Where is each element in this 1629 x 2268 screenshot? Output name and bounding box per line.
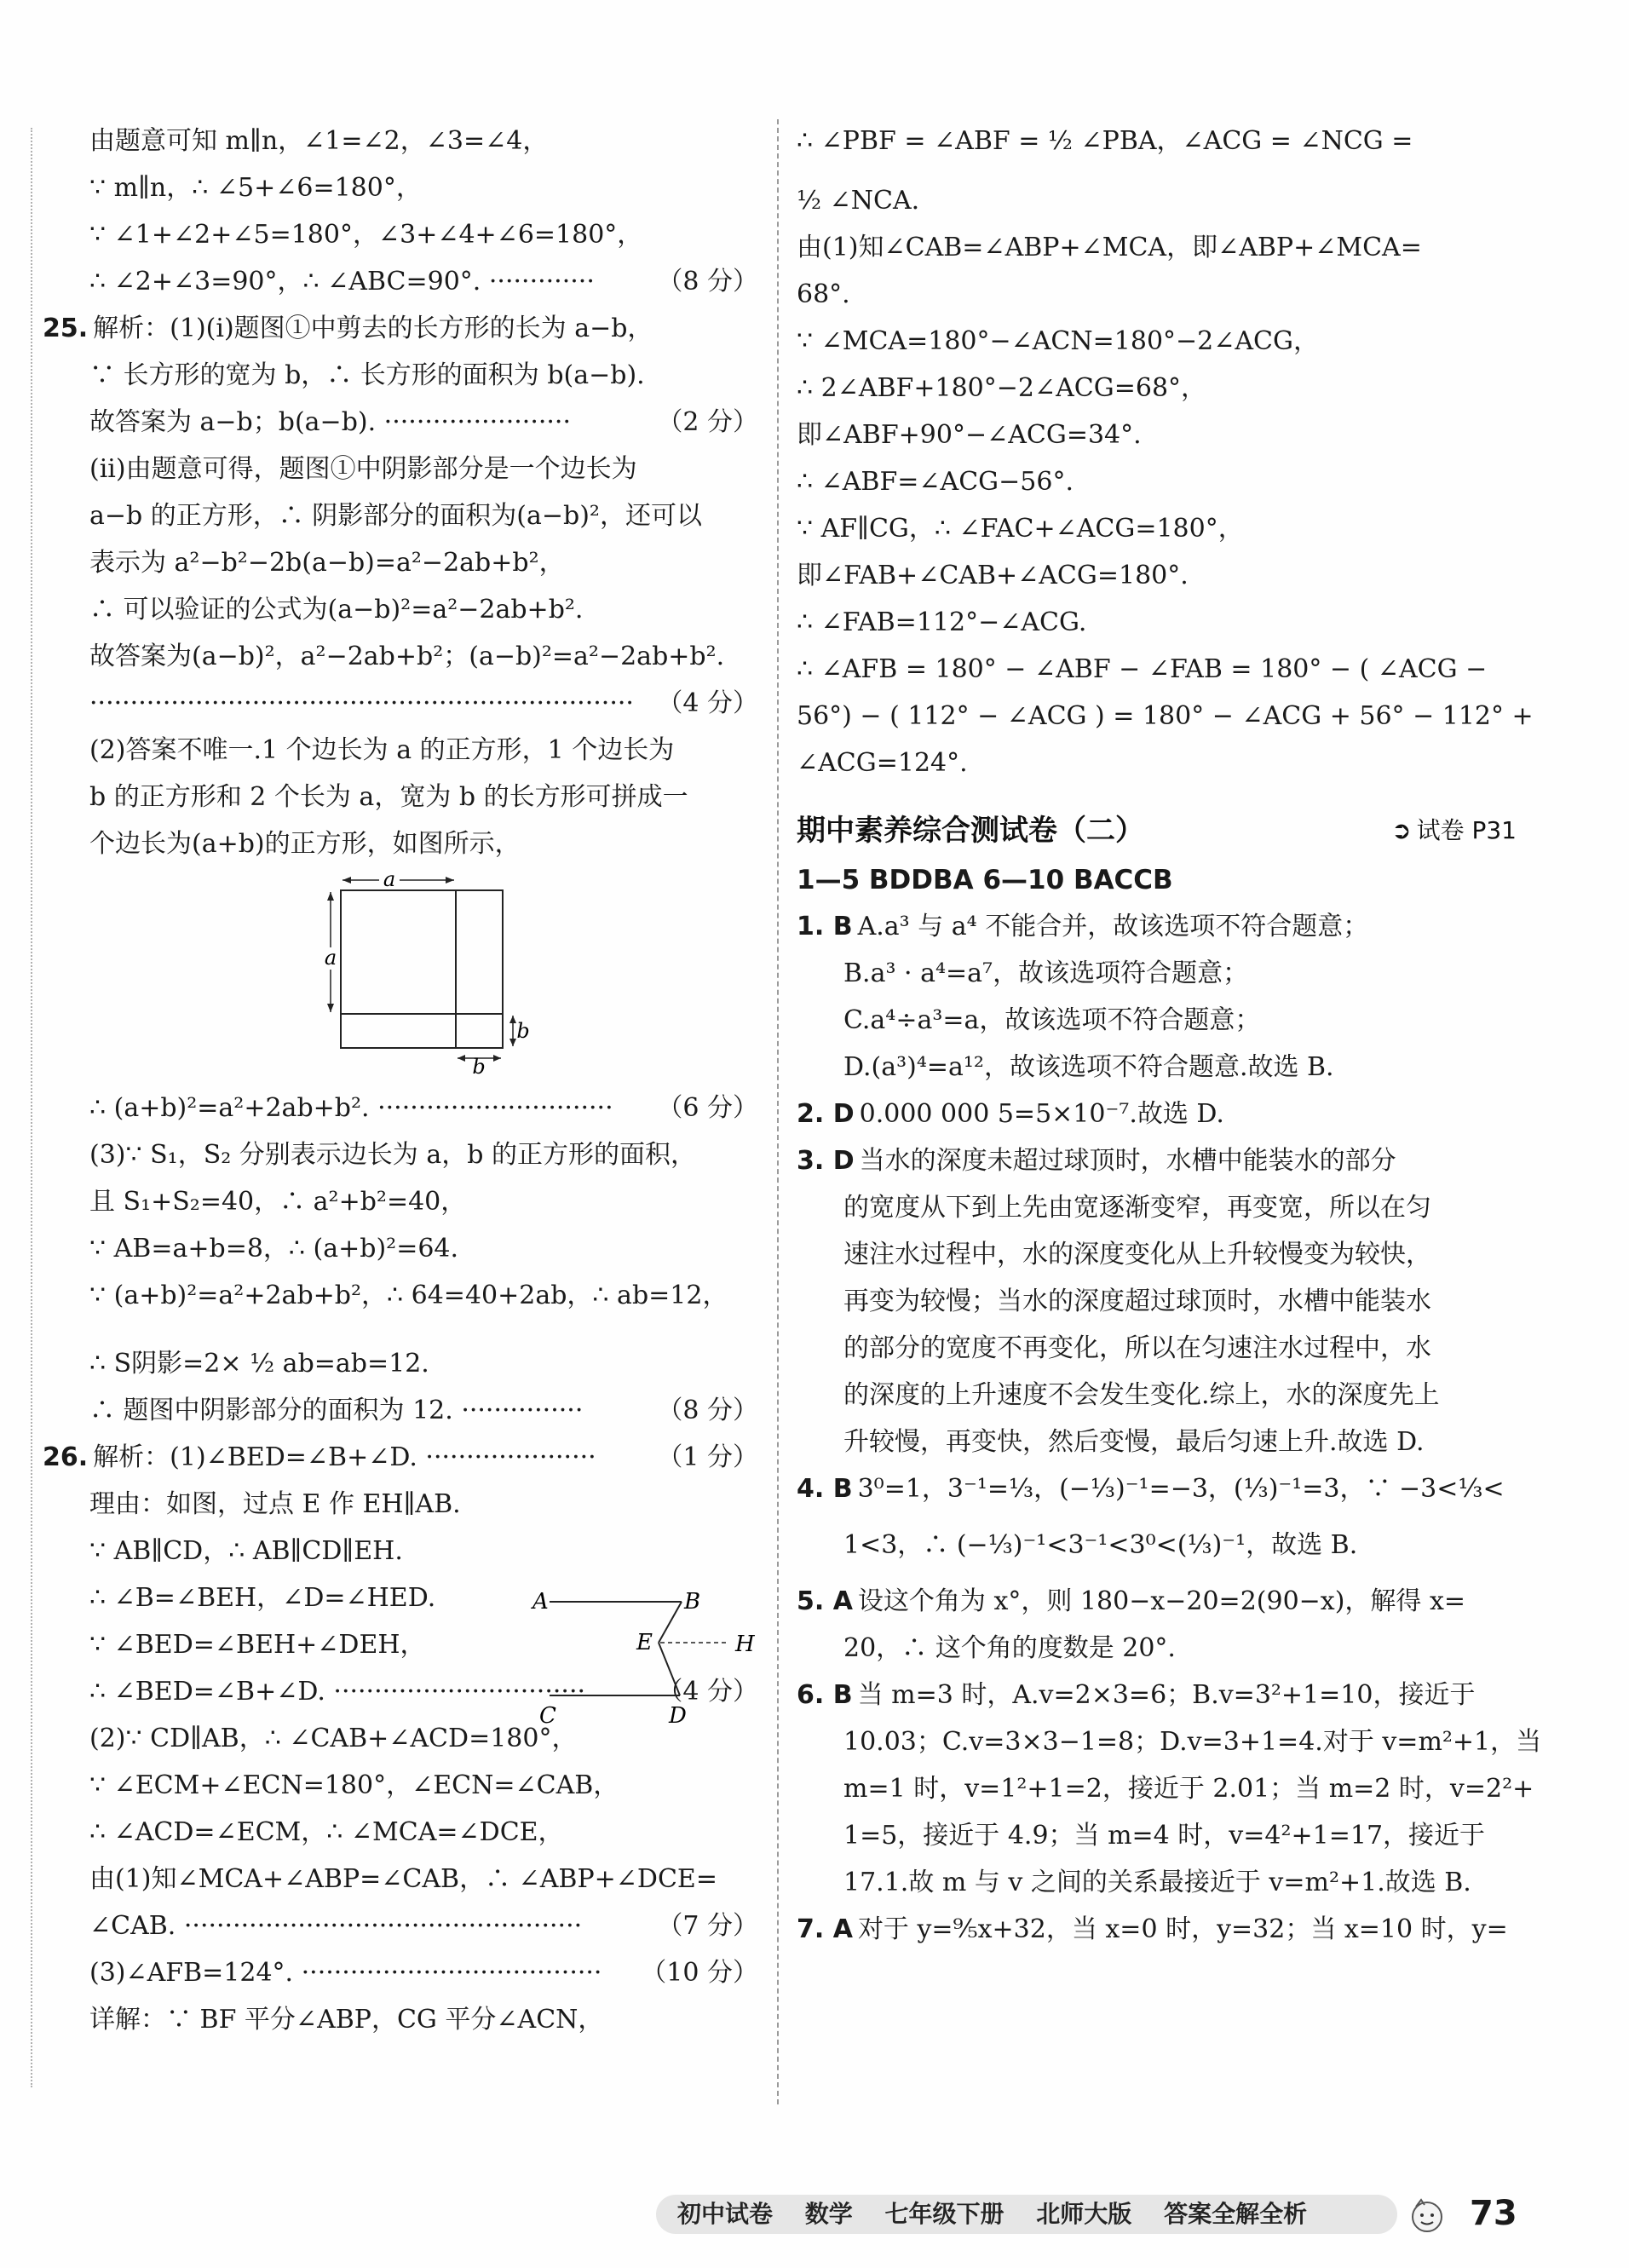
text-line <box>43 494 758 538</box>
text-line <box>43 728 758 773</box>
text-line <box>797 460 1517 504</box>
score-marker: （1 分） <box>657 1442 758 1472</box>
line-text: (2)∵ CD∥AB，∴ ∠CAB+∠ACD=180°， <box>89 1724 578 1753</box>
point-E: E <box>636 1630 653 1655</box>
text-line <box>797 1373 1517 1418</box>
line-text: (3)∠AFB=124°. ····································· <box>89 1958 602 1988</box>
text-line <box>797 1233 1517 1277</box>
footer-item: 七年级下册 <box>884 2200 1004 2228</box>
label-a-left: a <box>324 946 337 970</box>
text-line <box>797 1092 1517 1137</box>
label-a-top: a <box>383 867 396 891</box>
point-B: B <box>684 1589 701 1615</box>
text-line <box>43 447 758 492</box>
text-line <box>797 1908 1517 1952</box>
line-text: 由(1)知∠CAB=∠ABP+∠MCA，即∠ABP+∠MCA= <box>797 233 1422 262</box>
line-text: 设这个角为 x°，则 180−x−20=2(90−x)，解得 x= <box>857 1586 1466 1616</box>
text-line <box>43 260 758 304</box>
line-text: ∴ ∠BED=∠B+∠D. ······························· <box>89 1677 586 1707</box>
text-line <box>797 1420 1517 1465</box>
point-C: C <box>539 1703 556 1729</box>
line-text: m=1 时，v=1²+1=2，接近于 2.01；当 m=2 时，v=2²+ <box>843 1774 1534 1804</box>
line-text: 解析：(1)(i)题图①中剪去的长方形的长为 a−b， <box>93 314 653 343</box>
line-text: ∵ ∠1+∠2+∠5=180°，∠3+∠4+∠6=180°， <box>89 220 643 250</box>
line-text: ∠CAB. ················································· <box>89 1911 583 1941</box>
text-line <box>797 1814 1517 1858</box>
line-text: ½ ∠NCA. <box>797 186 920 216</box>
line-text: ∵ AF∥CG，∴ ∠FAC+∠ACG=180°， <box>797 514 1244 544</box>
line-text: 对于 y=⁹⁄₅x+32，当 x=0 时，y=32；当 x=10 时，y= <box>857 1914 1508 1944</box>
binding-margin-line <box>31 128 32 2087</box>
text-line <box>43 1342 758 1386</box>
text-line <box>43 1951 758 1995</box>
text-line <box>43 1274 758 1318</box>
line-text: ∵ AB∥CD，∴ AB∥CD∥EH. <box>89 1536 403 1566</box>
line-text: ∴ ∠B=∠BEH，∠D=∠HED. <box>89 1583 436 1613</box>
text-line <box>797 952 1517 996</box>
point-H: H <box>735 1632 755 1657</box>
text-line <box>43 1133 758 1177</box>
text-line <box>797 999 1517 1043</box>
text-line <box>797 601 1517 645</box>
section-ref-text: 试卷 P31 <box>1416 816 1517 844</box>
line-text: 20，∴ 这个角的度数是 20°. <box>843 1633 1176 1663</box>
text-line <box>797 1861 1517 1905</box>
text-line <box>43 588 758 632</box>
text-line <box>797 1280 1517 1324</box>
text-line <box>797 1673 1517 1718</box>
line-text: ∴ (a+b)²=a²+2ab+b². ····························· <box>89 1093 613 1123</box>
score-marker: （6 分） <box>657 1093 758 1123</box>
text-line <box>797 741 1517 786</box>
line-text: 详解：∵ BF 平分∠ABP，CG 平分∠ACN， <box>89 2005 604 2035</box>
line-text: b 的正方形和 2 个长为 a，宽为 b 的长方形可拼成一 <box>89 782 688 812</box>
line-text: D.(a³)⁴=a¹²，故该选项不符合题意.故选 B. <box>843 1052 1334 1082</box>
square-figure <box>324 867 530 1079</box>
footer-book-info <box>656 2195 1397 2234</box>
text-line <box>43 541 758 585</box>
line-text: 升较慢，再变快，然后变慢，最后匀速上升.故选 D. <box>843 1427 1425 1457</box>
line-text: ∴ 2∠ABF+180°−2∠ACG=68°， <box>797 373 1207 403</box>
question-number: 3. D <box>797 1146 855 1176</box>
score-marker: （2 分） <box>657 407 758 437</box>
footer-item: 答案全解全析 <box>1164 2200 1308 2228</box>
line-text: 1<3，∴ (−⅓)⁻¹<3⁻¹<3⁰<(⅓)⁻¹，故选 B. <box>843 1530 1358 1560</box>
line-text: B.a³ · a⁴=a⁷，故该选项符合题意； <box>843 958 1249 988</box>
text-line <box>797 119 1517 164</box>
line-text: 且 S₁+S₂=40，∴ a²+b²=40， <box>89 1187 467 1217</box>
text-line <box>43 1086 758 1131</box>
text-line <box>797 1186 1517 1230</box>
line-text: 56°) − ( 112° − ∠ACG ) = 180° − ∠ACG + 56° − 112° + <box>797 701 1534 731</box>
text-line <box>43 1764 758 1808</box>
answer-key-row: 1—5 BDDBA 6—10 BACCB <box>797 865 1173 895</box>
section-title <box>797 805 1517 856</box>
line-text: (2)答案不唯一.1 个边长为 a 的正方形，1 个边长为 <box>89 735 675 765</box>
line-text: ∠ACG=124°. <box>797 748 968 778</box>
text-line <box>43 1857 758 1902</box>
text-line <box>797 507 1517 551</box>
line-text: 由题意可知 m∥n，∠1=∠2，∠3=∠4， <box>89 126 549 156</box>
footer-item: 初中试卷 <box>677 2200 774 2228</box>
line-text: 的深度的上升速度不会发生变化.综上，水的深度先上 <box>843 1380 1440 1410</box>
column-divider <box>777 119 779 2104</box>
text-line <box>797 1626 1517 1671</box>
line-text: 即∠FAB+∠CAB+∠ACG=180°. <box>797 561 1189 590</box>
text-line <box>797 1523 1517 1568</box>
text-line <box>43 822 758 866</box>
line-text: 当水的深度未超过球顶时，水槽中能装水的部分 <box>859 1146 1396 1176</box>
question-number: 4. B <box>797 1474 853 1504</box>
text-line <box>43 1436 758 1480</box>
line-text: 个边长为(a+b)的正方形，如图所示， <box>89 829 521 859</box>
line-text: A.a³ 与 a⁴ 不能合并，故该选项不符合题意； <box>857 912 1369 941</box>
line-text: 17.1.故 m 与 v 之间的关系最接近于 v=m²+1.故选 B. <box>843 1868 1471 1897</box>
question-number: 7. A <box>797 1914 853 1944</box>
text-line <box>797 694 1534 739</box>
footer-item: 北师大版 <box>1036 2200 1132 2228</box>
text-line <box>43 1482 758 1527</box>
score-marker: （8 分） <box>657 267 758 296</box>
text-line <box>797 1580 1517 1624</box>
page-number: 73 <box>1470 2194 1517 2233</box>
line-text: C.a⁴÷a³=a，故该选项不符合题意； <box>843 1005 1261 1035</box>
text-line <box>43 119 758 164</box>
text-line <box>797 413 1517 458</box>
text-line <box>797 1467 1517 1511</box>
footer <box>656 2190 1610 2241</box>
line-text: a−b 的正方形，∴ 阴影部分的面积为(a−b)²，还可以 <box>89 501 702 531</box>
text-line <box>43 1180 758 1224</box>
line-text: 故答案为 a−b；b(a−b). ······················· <box>89 407 572 437</box>
label-b-right: b <box>516 1019 530 1043</box>
line-text: 即∠ABF+90°−∠ACG=34°. <box>797 420 1142 450</box>
line-text: 速注水过程中，水的深度变化从上升较慢变为较快， <box>843 1240 1431 1269</box>
point-D: D <box>669 1703 687 1729</box>
score-marker: （4 分） <box>657 1677 758 1707</box>
line-text: 68°. <box>797 279 850 309</box>
line-text: ∴ ∠ACD=∠ECM，∴ ∠MCA=∠DCE， <box>89 1817 564 1847</box>
score-marker: （8 分） <box>657 1396 758 1425</box>
line-text: 的宽度从下到上先由宽逐渐变窄，再变宽，所以在匀 <box>843 1193 1431 1223</box>
text-line <box>797 905 1517 949</box>
line-text: (3)∵ S₁，S₂ 分别表示边长为 a，b 的正方形的面积， <box>89 1140 696 1170</box>
line-text: ∵ AB=a+b=8，∴ (a+b)²=64. <box>89 1234 459 1264</box>
text-line <box>43 1389 758 1433</box>
text-line <box>797 319 1517 364</box>
line-text: ∴ ∠2+∠3=90°，∴ ∠ABC=90°. ············· <box>89 267 595 296</box>
line-text: 3⁰=1，3⁻¹=⅓，(−⅓)⁻¹=−3，(⅓)⁻¹=3，∵ −3<⅓< <box>857 1474 1505 1504</box>
line-text: ∴ ∠PBF = ∠ABF = ½ ∠PBA，∠ACG = ∠NCG = <box>797 126 1413 156</box>
line-text: 10.03；C.v=3×3−1=8；D.v=3+1=4.对于 v=m²+1，当 <box>843 1727 1542 1757</box>
line-text: 的部分的宽度不再变化，所以在匀速注水过程中，水 <box>843 1333 1431 1363</box>
line-text: (ii)由题意可得，题图①中阴影部分是一个边长为 <box>89 454 637 484</box>
line-text: 表示为 a²−b²−2b(a−b)=a²−2ab+b²， <box>89 548 565 578</box>
line-text: ∵ 长方形的宽为 b，∴ 长方形的面积为 b(a−b). <box>89 360 645 390</box>
text-line <box>43 166 758 210</box>
text-line <box>43 635 758 679</box>
line-text: ∵ (a+b)²=a²+2ab+b²，∴ 64=40+2ab，∴ ab=12， <box>89 1281 728 1310</box>
text-line <box>43 213 758 257</box>
line-text: 由(1)知∠MCA+∠ABP=∠CAB，∴ ∠ABP+∠DCE= <box>89 1864 717 1894</box>
line-text: 0.000 000 5=5×10⁻⁷.故选 D. <box>859 1099 1224 1129</box>
footer-item: 数学 <box>804 2200 853 2228</box>
line-text: ··································································· <box>89 688 634 718</box>
label-b-bottom: b <box>472 1055 486 1079</box>
text-line <box>797 554 1517 598</box>
text-line <box>797 648 1517 692</box>
line-text: ∵ ∠BED=∠BEH+∠DEH， <box>89 1630 426 1660</box>
question-number: 26. <box>43 1442 89 1472</box>
text-line <box>43 1810 758 1855</box>
line-text: 1=5，接近于 4.9；当 m=4 时，v=4²+1=17，接近于 <box>843 1821 1486 1851</box>
text-line <box>797 273 1517 317</box>
point-A: A <box>532 1589 549 1615</box>
text-line <box>797 179 1517 223</box>
text-line <box>43 1227 758 1271</box>
line-text: ∴ 可以验证的公式为(a−b)²=a²−2ab+b². <box>89 595 584 625</box>
score-marker: （4 分） <box>657 688 758 718</box>
question-number: 25. <box>43 314 89 343</box>
text-line <box>43 307 758 351</box>
question-number: 6. B <box>797 1680 853 1710</box>
text-line <box>43 1529 758 1574</box>
text-line <box>797 1720 1542 1764</box>
text-line <box>797 1139 1517 1183</box>
line-text: 再变为较慢；当水的深度超过球顶时，水槽中能装水 <box>843 1287 1431 1316</box>
line-text: 故答案为(a−b)²，a²−2ab+b²；(a−b)²=a²−2ab+b². <box>89 642 725 671</box>
mascot-icon <box>1406 2195 1448 2236</box>
text-line <box>43 1998 758 2042</box>
text-line <box>43 400 758 445</box>
question-number: 2. D <box>797 1099 855 1129</box>
line-text: ∴ ∠AFB = 180° − ∠ABF − ∠FAB = 180° − ( ∠ACG − <box>797 654 1488 684</box>
line-text: ∴ ∠FAB=112°−∠ACG. <box>797 607 1087 637</box>
parallel-lines-figure <box>524 1585 763 1738</box>
section-title-text: 期中素养综合测试卷（二） <box>797 814 1144 848</box>
line-text: 当 m=3 时，A.v=2×3=6；B.v=3²+1=10，接近于 <box>857 1680 1476 1710</box>
arrow-right-icon: ➲ <box>1391 816 1412 844</box>
text-line <box>797 226 1517 270</box>
text-line <box>43 354 758 398</box>
line-text: ∵ ∠MCA=180°−∠ACN=180°−2∠ACG， <box>797 326 1319 356</box>
line-text: ∴ S阴影=2× ½ ab=ab=12. <box>89 1349 429 1379</box>
text-line <box>797 366 1517 411</box>
line-text: 解析：(1)∠BED=∠B+∠D. ····················· <box>93 1442 596 1472</box>
text-line <box>797 1327 1517 1371</box>
question-number: 1. B <box>797 912 853 941</box>
text-line <box>43 1904 758 1949</box>
line-text: ∴ ∠ABF=∠ACG−56°. <box>797 467 1074 497</box>
line-text: ∴ 题图中阴影部分的面积为 12. ··············· <box>89 1396 584 1425</box>
section-ref <box>1391 805 1517 856</box>
question-number: 5. A <box>797 1586 853 1616</box>
text-line <box>797 1767 1534 1811</box>
line-text: ∵ ∠ECM+∠ECN=180°，∠ECN=∠CAB， <box>89 1770 619 1800</box>
line-text: 理由：如图，过点 E 作 EH∥AB. <box>89 1489 461 1519</box>
text-line <box>797 1045 1517 1090</box>
line-text: ∵ m∥n，∴ ∠5+∠6=180°， <box>89 173 422 203</box>
text-line <box>43 682 758 726</box>
text-line <box>43 775 758 820</box>
score-marker: （7 分） <box>657 1911 758 1941</box>
score-marker: （10 分） <box>641 1958 758 1988</box>
